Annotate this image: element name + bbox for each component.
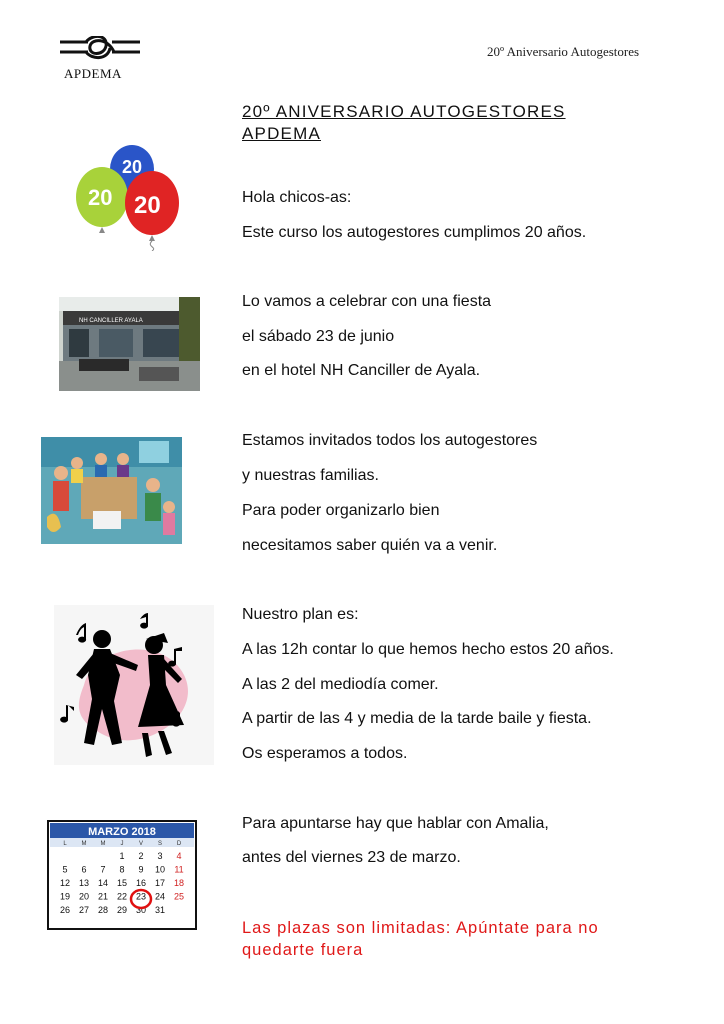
header-title: 20º Aniversario Autogestores [487,44,640,59]
calendar-day: 21 [97,891,109,902]
calendar-day: 1 [119,851,125,861]
calendar-day: 20 [78,891,90,902]
calendar-day: 15 [116,878,128,888]
calendar-day: 29 [116,905,128,915]
calendar-day: 17 [154,878,166,888]
plan-line-3: A las 2 del mediodía comer. [242,676,439,693]
calendar-day: 11 [174,864,184,875]
warning-text [242,917,662,961]
calendar-day: 8 [119,864,125,875]
family-illustration [41,437,182,544]
calendar-day: 24 [154,891,166,902]
calendar-day: 2 [138,851,144,861]
warning-line-1: Las plazas son limitadas: Apúntate para no [242,919,599,937]
party-line-3: en el hotel NH Canciller de Ayala. [242,362,481,379]
logo-text: APDEMA [64,66,122,81]
invite-line-4: necesitamos saber quién va a venir. [242,537,498,554]
balloon-label-1: 20 [122,157,143,177]
warning-line-2: quedarte fuera [242,941,364,959]
dancers-illustration [54,605,214,765]
balloon-label-3: 20 [134,192,161,219]
calendar-day: 23 [135,891,147,902]
title-line-1: 20º ANIVERSARIO AUTOGESTORES [242,102,566,121]
greeting-line-2: Este curso los autogestores cumplimos 20 años. [242,224,587,241]
calendar-day: 30 [135,905,147,915]
apdema-logo [58,36,142,66]
calendar-title: MARZO 2018 [88,826,156,838]
calendar-day-header: L [63,841,67,847]
plan-line-1: Nuestro plan es: [242,606,359,623]
plan-line-4: A partir de las 4 y media de la tarde baile y fiesta. [242,710,592,727]
calendar-day: 13 [78,878,90,888]
party-line-1: Lo vamos a celebrar con una fiesta [242,293,492,310]
calendar-day: 5 [62,864,68,875]
calendar-day: 7 [100,864,106,875]
signup-line-2: antes del viernes 23 de marzo. [242,849,461,866]
balloons-image [74,143,186,251]
calendar-day-header: V [138,841,144,847]
calendar-day-header: J [120,841,124,847]
calendar-day: 3 [157,851,163,861]
calendar-day: 27 [78,905,90,915]
calendar-day: 12 [59,878,71,888]
calendar-day-header: M [81,841,87,847]
party-line-2: el sábado 23 de junio [242,328,395,345]
greeting-line-1: Hola chicos-as: [242,189,352,206]
calendar-day: 18 [173,878,185,888]
calendar-day: 4 [176,851,182,861]
calendar-day: 28 [97,905,109,915]
calendar-day: 10 [154,864,166,875]
title-line-2: APDEMA [242,124,321,143]
hotel-sign: NH CANCILLER AYALA [79,318,143,324]
calendar-day: 19 [59,891,71,902]
calendar-day: 22 [116,891,128,902]
calendar-day: 14 [97,878,109,888]
calendar-day-header: D [176,841,182,847]
signup-line-1: Para apuntarse hay que hablar con Amalia, [242,815,549,832]
calendar-day-header: S [157,841,163,847]
document-title [242,101,642,145]
calendar-day: 6 [81,864,87,875]
calendar-day: 26 [59,905,71,915]
invite-line-3: Para poder organizarlo bien [242,502,440,519]
plan-line-2: A las 12h contar lo que hemos hecho estos 20 años. [242,641,614,658]
invite-line-1: Estamos invitados todos los autogestores [242,432,538,449]
calendar-day: 16 [135,878,147,888]
plan-line-5: Os esperamos a todos. [242,745,408,762]
invite-line-2: y nuestras familias. [242,467,379,484]
calendar-day: 31 [154,905,166,915]
calendar-day: 9 [138,864,144,875]
calendar-march-2018 [47,820,197,930]
hotel-photo [59,297,200,391]
calendar-day-header: M [100,841,106,847]
calendar-day: 25 [173,891,185,902]
balloon-label-2: 20 [88,185,113,210]
